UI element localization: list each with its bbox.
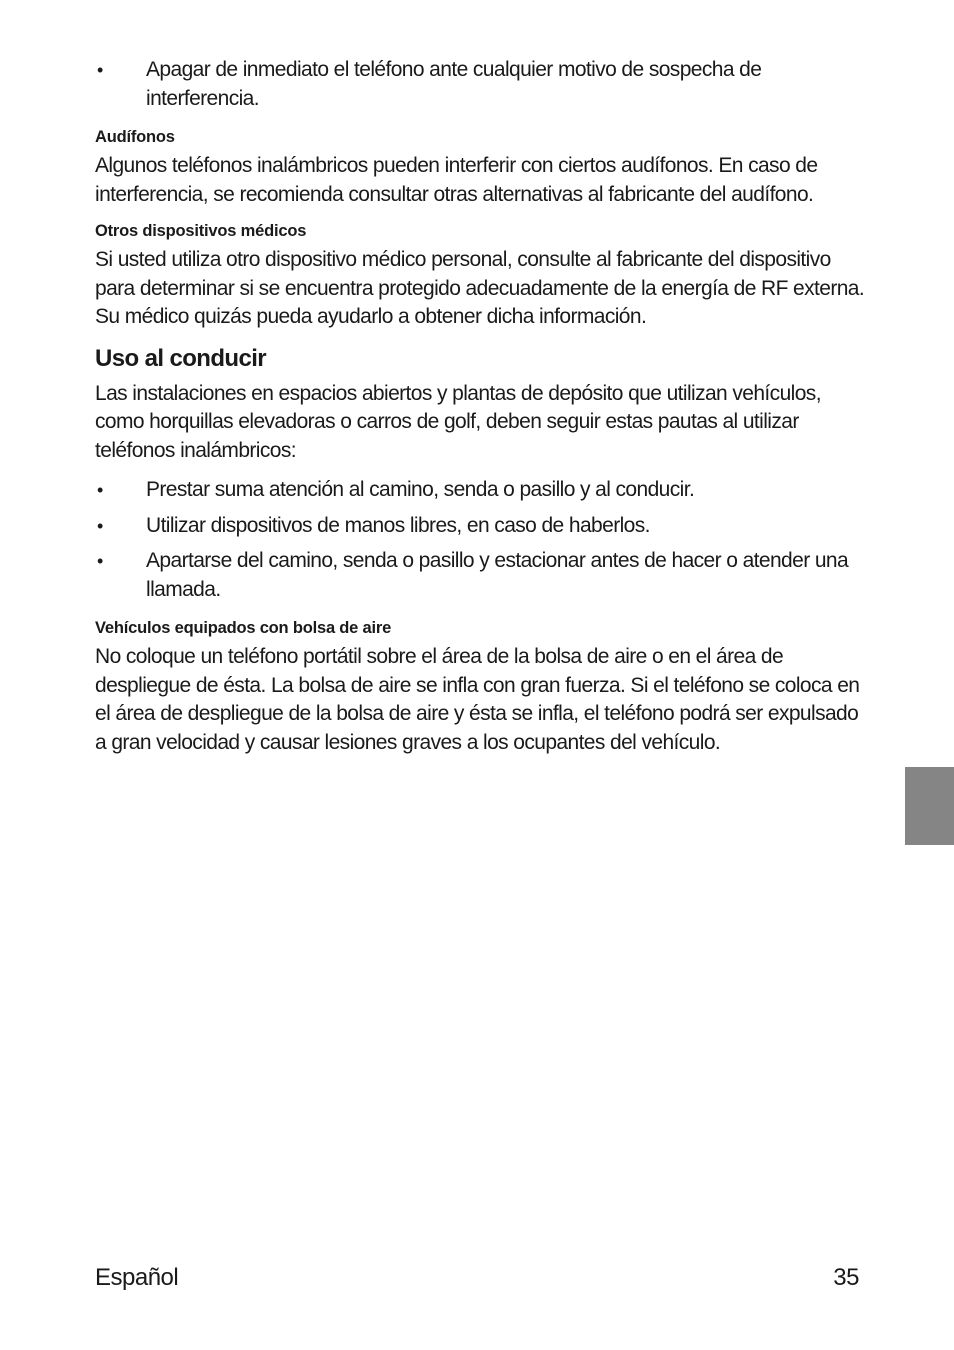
bullet-text: Utilizar dispositivos de manos libres, en caso de haberlos. <box>146 513 650 537</box>
bullet-symbol: • <box>97 515 103 536</box>
subheading-hearing-aids: Audífonos <box>95 128 175 146</box>
subheading-other-devices: Otros dispositivos médicos <box>95 222 307 240</box>
footer-page-number: 35 <box>833 1264 859 1291</box>
paragraph-driving-intro: Las instalaciones en espacios abiertos y plantas de depósito que utilizan vehículos, como horquillas elevadoras o carros de golf, deben seguir estas pautas al utilizar teléfonos inalámbricos: <box>95 381 821 462</box>
paragraph-airbag: No coloque un teléfono portátil sobre el área de la bolsa de aire o en el área de despliegue de ésta. La bolsa de aire se infla con gran fuerza. Si el teléfono se coloca en el área de despliegue de la bolsa de aire y ésta se infla, el teléfono podrá ser expulsado a gran velocidad y causar lesiones graves a los ocupantes del vehículo. <box>95 645 860 754</box>
footer-language: Español <box>95 1264 179 1291</box>
paragraph-other-devices: Si usted utiliza otro dispositivo médico personal, consulte al fabricante del dispositivo para determinar si se encuentra protegido adecuadamente de la energía de RF externa. Su médico quizás pueda ayudarlo a obtener dicha información. <box>95 248 865 328</box>
chapter-thumb-tab <box>905 767 954 845</box>
bullet-symbol: • <box>97 60 103 80</box>
bullet-symbol: • <box>97 480 103 500</box>
bullet-item <box>95 476 865 505</box>
page-content <box>95 56 865 757</box>
bullet-item <box>95 512 865 541</box>
bullet-text: Apartarse del camino, senda o pasillo y estacionar antes de hacer o atender una llamada. <box>146 549 849 601</box>
bullet-symbol: • <box>97 551 103 571</box>
bullet-item <box>95 56 865 113</box>
bullet-item <box>95 547 865 604</box>
subheading-airbag: Vehículos equipados con bolsa de aire <box>95 619 392 637</box>
paragraph-hearing-aids: Algunos teléfonos inalámbricos pueden interferir con ciertos audífonos. En caso de interferencia, se recomienda consultar otras alternativas al fabricante del audífono. <box>95 154 818 206</box>
bullet-text: Prestar suma atención al camino, senda o pasillo y al conducir. <box>146 478 695 501</box>
bullet-text: Apagar de inmediato el teléfono ante cualquier motivo de sospecha de interferencia. <box>146 58 762 110</box>
section-heading-driving: Uso al conducir <box>95 344 267 372</box>
